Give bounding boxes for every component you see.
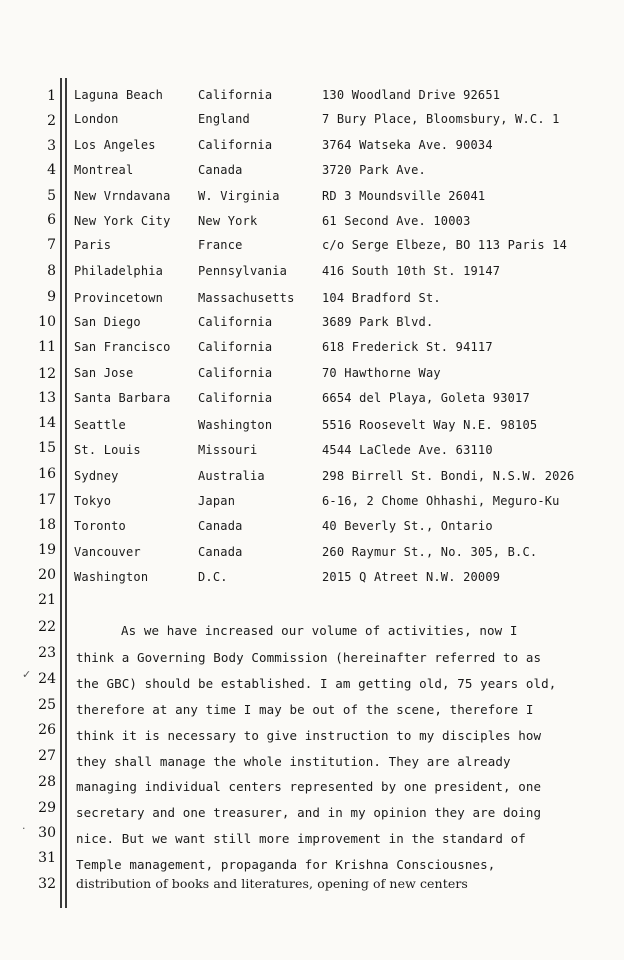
address-cell: 61 Second Ave. 10003	[322, 214, 471, 228]
line-number: 6	[47, 212, 56, 228]
address-cell: 4544 LaClede Ave. 63110	[322, 443, 493, 457]
address-cell: 260 Raymur St., No. 305, B.C.	[322, 545, 538, 559]
address-cell: 416 South 10th St. 19147	[322, 264, 501, 278]
state-cell: California	[198, 340, 273, 354]
line-number: 32	[38, 876, 56, 892]
city-cell: Sydney	[74, 469, 119, 483]
state-cell: Pennsylvania	[198, 264, 288, 278]
paragraph-line: As we have increased our volume of activities, now I	[121, 623, 518, 638]
line-number: 2	[47, 113, 56, 129]
paragraph-line: they shall manage the whole institution. They are already	[76, 754, 511, 769]
paragraph-line: secretary and one treasurer, and in my opinion they are doing	[76, 805, 542, 820]
line-number: 20	[38, 567, 56, 583]
address-cell: 104 Bradford St.	[322, 291, 441, 305]
line-number: 3	[47, 138, 56, 154]
line-number: 19	[38, 542, 56, 558]
state-cell: Canada	[198, 163, 243, 177]
line-number: 4	[47, 162, 56, 178]
line-number: 8	[47, 263, 56, 279]
state-cell: W. Virginia	[198, 189, 280, 203]
city-cell: Tokyo	[74, 494, 112, 508]
line-number: 21	[38, 592, 56, 608]
city-cell: Philadelphia	[74, 264, 164, 278]
line-number: 11	[38, 339, 56, 355]
paragraph-line: therefore at any time I may be out of the scene, therefore I	[76, 702, 534, 717]
city-cell: San Jose	[74, 366, 134, 380]
paragraph-line: think it is necessary to give instruction to my disciples how	[76, 728, 542, 743]
state-cell: Canada	[198, 545, 243, 559]
address-cell: 40 Beverly St., Ontario	[322, 519, 493, 533]
line-number: 18	[38, 517, 56, 533]
address-cell: 6654 del Playa, Goleta 93017	[322, 391, 530, 405]
handwritten-check-mark: ✓	[22, 668, 32, 681]
line-number: 17	[38, 492, 56, 508]
city-cell: London	[74, 112, 119, 126]
state-cell: California	[198, 366, 273, 380]
address-cell: 3764 Watseka Ave. 90034	[322, 138, 493, 152]
paragraph-line: Temple management, propaganda for Krishna Consciousnes,	[76, 857, 496, 872]
line-number: 14	[38, 415, 56, 431]
city-cell: Montreal	[74, 163, 134, 177]
paragraph-line: think a Governing Body Commission (hereinafter referred to as	[76, 650, 542, 665]
state-cell: England	[198, 112, 250, 126]
line-number: 30	[38, 825, 56, 841]
state-cell: France	[198, 238, 243, 252]
address-cell: 2015 Q Atreet N.W. 20009	[322, 570, 501, 584]
address-cell: 3689 Park Blvd.	[322, 315, 434, 329]
handwritten-dot-mark: ·	[22, 822, 26, 835]
margin-rule-left	[60, 78, 62, 908]
line-number: 12	[38, 366, 56, 382]
address-cell: RD 3 Moundsville 26041	[322, 189, 486, 203]
line-number: 9	[47, 289, 56, 305]
address-cell: 5516 Roosevelt Way N.E. 98105	[322, 418, 538, 432]
line-number: 23	[38, 645, 56, 661]
address-cell: 3720 Park Ave.	[322, 163, 426, 177]
line-number: 29	[38, 800, 56, 816]
state-cell: New York	[198, 214, 258, 228]
city-cell: Provincetown	[74, 291, 164, 305]
paragraph-line: nice. But we want still more improvement in the standard of	[76, 831, 526, 846]
address-cell: c/o Serge Elbeze, BO 113 Paris 14	[322, 238, 568, 252]
city-cell: Seattle	[74, 418, 126, 432]
line-number: 28	[38, 774, 56, 790]
line-number: 1	[47, 88, 56, 104]
city-cell: Laguna Beach	[74, 88, 164, 102]
city-cell: Washington	[74, 570, 149, 584]
state-cell: Missouri	[198, 443, 258, 457]
city-cell: San Diego	[74, 315, 141, 329]
city-cell: San Francisco	[74, 340, 171, 354]
state-cell: Australia	[198, 469, 265, 483]
state-cell: Massachusetts	[198, 291, 295, 305]
address-cell: 618 Frederick St. 94117	[322, 340, 493, 354]
paragraph-line: the GBC) should be established. I am getting old, 75 years old,	[76, 676, 557, 691]
line-number: 27	[38, 748, 56, 764]
city-cell: New Vrndavana	[74, 189, 171, 203]
line-number: 7	[47, 237, 56, 253]
line-number: 16	[38, 466, 56, 482]
city-cell: Paris	[74, 238, 112, 252]
state-cell: D.C.	[198, 570, 228, 584]
line-number: 15	[38, 440, 56, 456]
address-cell: 130 Woodland Drive 92651	[322, 88, 501, 102]
line-number: 10	[38, 314, 56, 330]
state-cell: Japan	[198, 494, 236, 508]
line-number: 13	[38, 390, 56, 406]
line-number: 26	[38, 722, 56, 738]
city-cell: Los Angeles	[74, 138, 156, 152]
state-cell: Canada	[198, 519, 243, 533]
city-cell: St. Louis	[74, 443, 141, 457]
state-cell: California	[198, 138, 273, 152]
address-cell: 7 Bury Place, Bloomsbury, W.C. 1	[322, 112, 560, 126]
line-number: 24	[38, 671, 56, 687]
state-cell: California	[198, 88, 273, 102]
address-cell: 70 Hawthorne Way	[322, 366, 441, 380]
line-number: 25	[38, 697, 56, 713]
city-cell: Toronto	[74, 519, 126, 533]
state-cell: Washington	[198, 418, 273, 432]
state-cell: California	[198, 315, 273, 329]
margin-rule-right	[65, 78, 67, 908]
address-cell: 298 Birrell St. Bondi, N.S.W. 2026	[322, 469, 575, 483]
paragraph-line: distribution of books and literatures, opening of new centers	[76, 876, 468, 891]
paragraph-line: managing individual centers represented by one president, one	[76, 779, 542, 794]
line-number: 31	[38, 850, 56, 866]
state-cell: California	[198, 391, 273, 405]
line-number: 22	[38, 619, 56, 635]
city-cell: Vancouver	[74, 545, 141, 559]
city-cell: Santa Barbara	[74, 391, 171, 405]
city-cell: New York City	[74, 214, 171, 228]
line-number: 5	[47, 188, 56, 204]
address-cell: 6-16, 2 Chome Ohhashi, Meguro-Ku	[322, 494, 560, 508]
